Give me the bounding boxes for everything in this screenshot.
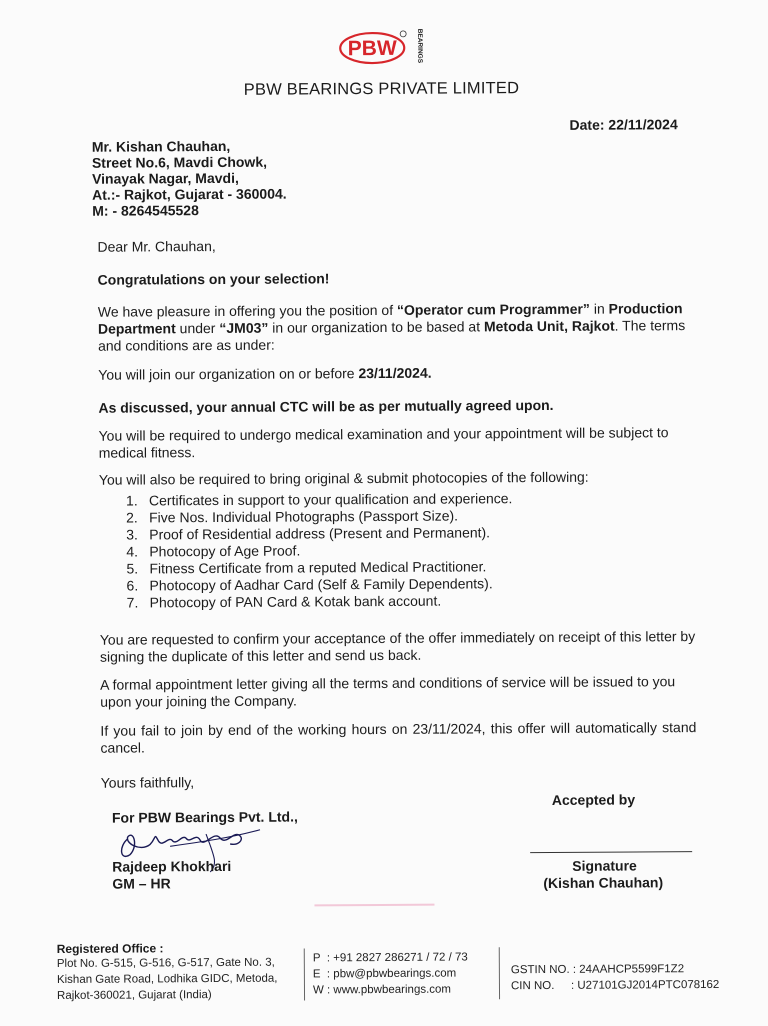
gstin-label: GSTIN NO. : [510,963,577,977]
footer-divider-1 [304,948,305,1000]
list-item-number: 6. [126,577,139,594]
web-label: W [312,984,324,997]
acceptance-signature-line [530,851,692,853]
list-item-text: Photocopy of Age Proof. [149,542,301,560]
offer-code: “JM03” [219,319,269,336]
footer-address-line3: Rajkot-360021, Gujarat (India) [56,989,212,1002]
footer-address-line1: Plot No. G-515, G-516, G-517, Gate No. 3, [56,956,275,970]
list-item-text: Fitness Certificate from a reputed Medical Practitioner. [149,558,487,577]
cin-label: CIN NO. [510,979,555,993]
offer-position: “Operator cum Programmer” [396,300,590,318]
for-company-line: For PBW Bearings Pvt. Ltd., [111,808,298,826]
email-value: : pbw@pbwbearings.com [326,967,457,981]
list-item-text: Five Nos. Individual Photographs (Passport Size). [149,507,459,526]
joining-date: 23/11/2024. [358,364,432,382]
recipient-address-line2: Vinayak Nagar, Mavdi, [91,169,239,187]
logo-side-text: BEARINGS [416,28,424,64]
offer-text-2: in [589,300,609,317]
offer-paragraph [98,300,694,355]
list-item-number: 5. [126,560,139,577]
registered-office-address [57,955,278,1004]
list-item-text: Certificates in support to your qualification and experience. [148,490,513,509]
list-item [127,592,514,611]
registered-office-label: Registered Office : [56,941,164,956]
acceptance-name: (Kishan Chauhan) [543,874,664,892]
footer-phone [313,949,468,966]
footer-cin [511,977,719,994]
phone-label: P [312,952,321,965]
pbw-logo [337,26,427,71]
list-item-number: 4. [126,543,139,560]
letter-date: Date: 22/11/2024 [569,116,678,133]
list-item-number: 7. [126,594,139,611]
signatory-name: Rajdeep Khokhari [112,857,232,875]
acceptance-signature-label: Signature [572,857,637,874]
footer-registration [511,961,720,994]
recipient-address [92,138,287,219]
closing-line: Yours faithfully, [100,774,195,791]
list-item-number: 3. [126,526,138,543]
company-name: PBW BEARINGS PRIVATE LIMITED [243,79,520,99]
list-item-number: 1. [125,492,138,509]
footer-web [313,981,468,998]
fail-paragraph: If you fail to join by end of the working hours on 23/11/2024, this offer will automatically stand cancel. [100,719,697,756]
recipient-mobile: M: - 8264545528 [92,202,199,219]
joining-text: You will join our organization on or before [98,365,359,383]
list-item-text: Proof of Residential address (Present and Permanent). [149,524,491,543]
footer-divider-2 [499,947,500,999]
offer-text-4: in our organization to be based at [268,318,485,336]
recipient-address-line3: At.:- Rajkot, Gujarat - 360004. [92,185,287,203]
confirm-paragraph: You are requested to confirm your acceptance of the offer immediately on receipt of this letter by signing the duplicate of this letter and send us back. [99,628,696,665]
medical-paragraph: You will be required to undergo medical examination and your appointment will be subject to medical fitness. [98,424,669,461]
offer-text-5: . The terms and conditions are as under: [98,317,686,354]
offer-text-3: under [175,319,220,337]
offer-text-1: We have pleasure in offering you the position of [97,301,398,320]
cin-value: : U27101GJ2014PTC078162 [570,978,720,992]
list-item-text: Photocopy of Aadhar Card (Self & Family Dependents). [149,575,493,594]
signatory-title: GM – HR [112,875,171,892]
accepted-by-label: Accepted by [551,791,636,808]
email-label: E [312,968,321,981]
recipient-name: Mr. Kishan Chauhan, [91,137,231,155]
web-value: : www.pbwbearings.com [326,983,452,997]
phone-value: : +91 2827 286271 / 72 / 73 [326,951,468,965]
offer-department: Production Department [97,300,683,337]
offer-location: Metoda Unit, Rajkot [483,317,615,335]
logo-text: PBW [347,36,397,61]
gstin-value: 24AAHCP5599F1Z2 [579,963,685,976]
footer-address-line2: Kishan Gate Road, Lodhika GIDC, Metoda, [56,972,278,986]
footer-gstin [511,961,719,978]
footer-contact [313,949,468,998]
salutation: Dear Mr. Chauhan, [97,237,216,255]
list-item-number: 2. [126,509,138,526]
footer-email [313,965,468,982]
formal-letter-paragraph: A formal appointment letter giving all the terms and conditions of service will be issued to you upon your joining the Company. [100,673,676,710]
congratulations-line: Congratulations on your selection! [97,270,330,288]
recipient-address-line1: Street No.6, Mavdi Chowk, [91,153,268,171]
ctc-line: As discussed, your annual CTC will be as per mutually agreed upon. [98,396,554,416]
list-item-text: Photocopy of PAN Card & Kotak bank account. [149,592,442,611]
pink-divider [314,904,434,907]
documents-list [126,490,513,611]
documents-intro: You will also be required to bring original & submit photocopies of the following: [98,468,589,488]
joining-line [98,363,698,384]
